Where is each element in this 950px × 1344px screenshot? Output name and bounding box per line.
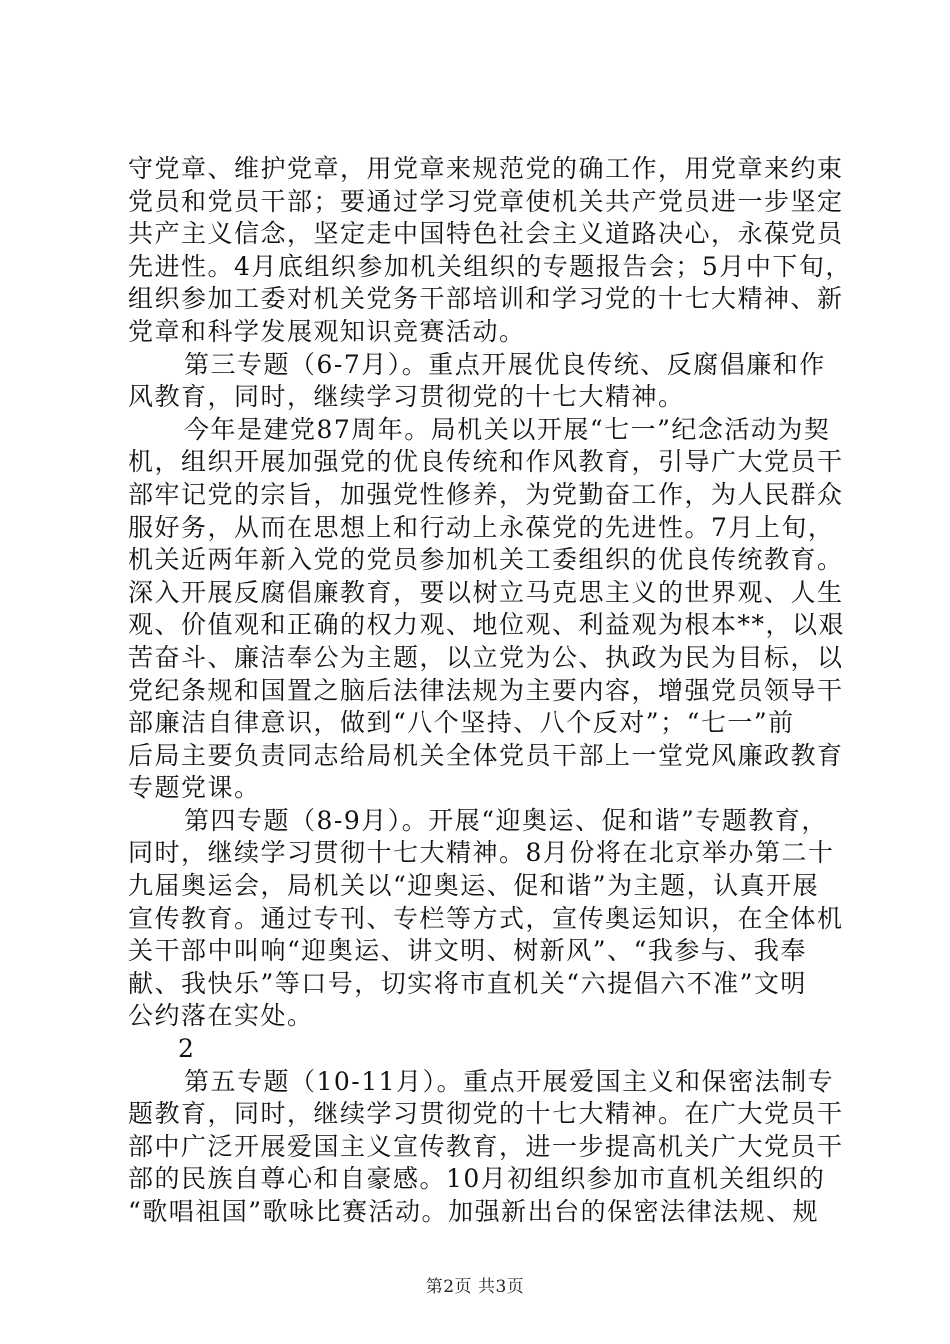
text-line: 观、价值观和正确的权力观、地位观、利益观为根本**，以艰 bbox=[128, 610, 846, 640]
text-line: 守党章、维护党章，用党章来规范党的确工作，用党章来约束 bbox=[128, 154, 844, 183]
text-line: 共产主义信念，坚定走中国特色社会主义道路决心，永葆党员 bbox=[128, 219, 844, 249]
text-line: 题教育，同时，继续学习贯彻党的十七大精神。在广大党员干 bbox=[128, 1099, 844, 1129]
text-line: 公约落在实处。 bbox=[128, 1001, 314, 1031]
inline-page-number: 2 bbox=[178, 1034, 196, 1064]
text-line: 风教育，同时，继续学习贯彻党的十七大精神。 bbox=[128, 382, 685, 412]
text-line: 组织参加工委对机关党务干部培训和学习党的十七大精神、新 bbox=[128, 284, 844, 314]
text-line: 专题党课。 bbox=[128, 773, 261, 803]
text-line: 关干部中叫响“迎奥运、讲文明、树新风”、“我参与、我奉 bbox=[128, 936, 807, 966]
text-line: 服好务，从而在思想上和行动上永葆党的先进性。7月上旬， bbox=[128, 512, 835, 542]
paragraph-start-line: 今年是建党87周年。局机关以开展“七一”纪念活动为契 bbox=[184, 414, 831, 444]
text-line: 党员和党员干部；要通过学习党章使机关共产党员进一步坚定 bbox=[128, 186, 844, 216]
text-line: 苦奋斗、廉洁奉公为主题，以立党为公、执政为民为目标，以 bbox=[128, 642, 844, 672]
text-line: 深入开展反腐倡廉教育，要以树立马克思主义的世界观、人生 bbox=[128, 577, 844, 607]
text-line: 九届奥运会，局机关以“迎奥运、促和谐”为主题，认真开展 bbox=[128, 871, 820, 901]
text-line: 党纪条规和国置之脑后法律法规为主要内容，增强党员领导干 bbox=[128, 675, 844, 705]
section-heading-line: 第五专题（10-11月）。重点开展爱国主义和保密法制专 bbox=[184, 1066, 835, 1096]
document-body bbox=[128, 153, 852, 1229]
section-heading-line: 第四专题（8-9月）。开展“迎奥运、促和谐”专题教育， bbox=[184, 805, 828, 835]
text-line: 后局主要负责同志给局机关全体党员干部上一堂党风廉政教育 bbox=[128, 740, 844, 770]
text-line: 宣传教育。通过专刊、专栏等方式，宣传奥运知识，在全体机 bbox=[128, 903, 844, 933]
text-line: 同时，继续学习贯彻十七大精神。8月份将在北京举办第二十 bbox=[128, 838, 835, 868]
text-line: 部牢记党的宗旨，加强党性修养，为党勤奋工作，为人民群众 bbox=[128, 479, 844, 509]
section-heading-line: 第三专题（6-7月）。重点开展优良传统、反腐倡廉和作 bbox=[184, 349, 826, 379]
text-line: 献、我快乐”等口号，切实将市直机关“六提倡六不准”文明 bbox=[128, 968, 807, 998]
text-line: 机，组织开展加强党的优良传统和作风教育，引导广大党员干 bbox=[128, 447, 844, 477]
text-line: 部的民族自尊心和自豪感。10月初组织参加市直机关组织的 bbox=[128, 1164, 826, 1194]
text-line: 机关近两年新入党的党员参加机关工委组织的优良传统教育。 bbox=[128, 545, 844, 575]
text-line: 部廉洁自律意识，做到“八个坚持、八个反对”；“七一”前 bbox=[128, 708, 795, 738]
page-footer: 第2页 共3页 bbox=[425, 1277, 525, 1297]
text-line: “歌唱祖国”歌咏比赛活动。加强新出台的保密法律法规、规 bbox=[128, 1197, 820, 1226]
text-line: 先进性。4月底组织参加机关组织的专题报告会；5月中下旬， bbox=[128, 251, 852, 281]
text-line: 党章和科学发展观知识竞赛活动。 bbox=[128, 316, 526, 346]
text-line: 部中广泛开展爱国主义宣传教育，进一步提高机关广大党员干 bbox=[128, 1131, 844, 1161]
